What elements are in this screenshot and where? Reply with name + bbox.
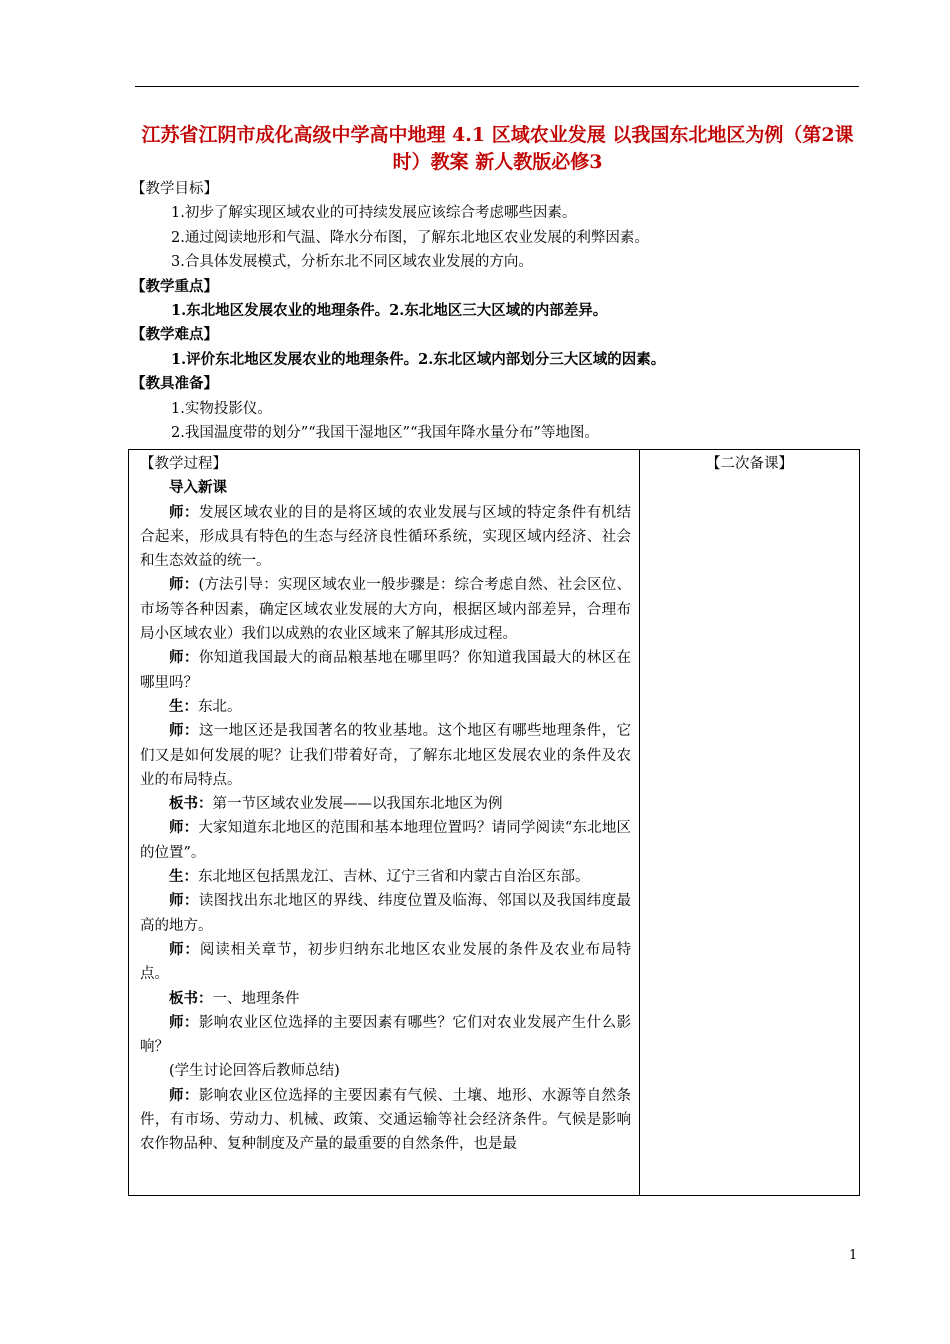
goals-heading: 【教学目标】 [131, 181, 218, 197]
process-content [129, 450, 639, 1157]
dialogue-paragraph [140, 646, 631, 695]
paragraph-text: (方法引导：实现区域农业一般步骤是：综合考虑自然、社会区位、市场等各种因素，确定区域农业发展的大方向，根据区域内部差异，合理布局小区域农业）我们以成熟的农业区域来了解其形成过程。 [140, 577, 632, 643]
paragraph-text: 影响农业区位选择的主要因素有哪些？它们对农业发展产生什么影响？ [140, 1014, 632, 1056]
dialogue-paragraph [140, 695, 631, 719]
process-cell [129, 450, 640, 1196]
material-item: 1.实物投影仪。 [171, 400, 272, 417]
speaker-label: 师： [169, 503, 199, 521]
speaker-label: 板书： [169, 989, 213, 1007]
goal-item: 1.初步了解实现区域农业的可持续发展应该综合考虑哪些因素。 [171, 205, 577, 222]
secondary-prep-cell [640, 450, 860, 1196]
dialogue-paragraph [140, 792, 631, 816]
dialogue-paragraph [140, 573, 631, 646]
key-points-heading: 【教学重点】 [131, 277, 218, 295]
paragraph-text: 你知道我国最大的商品粮基地在哪里吗？你知道我国最大的林区在哪里吗？ [140, 650, 632, 691]
dialogue-paragraph [140, 1011, 631, 1060]
difficulties-text: 1.评价东北地区发展农业的地理条件。2.东北区域内部划分三大区域的因素。 [171, 350, 666, 368]
paragraph-text: 东北地区包括黑龙江、吉林、辽宁三省和内蒙古自治区东部。 [198, 869, 590, 886]
intro-title: 导入新课 [169, 479, 227, 497]
dialogue-paragraph [140, 501, 631, 574]
paragraph-text: (学生讨论回答后教师总结) [169, 1063, 340, 1080]
header-rule [135, 86, 859, 87]
paragraph-text: 东北。 [198, 698, 242, 715]
page-number: 1 [849, 1248, 858, 1263]
secondary-prep-heading: 【二次备课】 [706, 456, 793, 472]
goal-item: 3.合具体发展模式，分析东北不同区域农业发展的方向。 [171, 254, 533, 271]
paragraph-text: 发展区域农业的目的是将区域的农业发展与区域的特定条件有机结合起来，形成具有特色的生态与经济良性循环系统，实现区域内经济、社会和生态效益的统一。 [140, 504, 632, 570]
document-title: 江苏省江阴市成化高级中学高中地理 4.1 区域农业发展 以我国东北地区为例（第2课时）教案 新人教版必修3 [141, 124, 854, 173]
paragraph-list [140, 501, 631, 1157]
material-item: 2.我国温度带的划分”“我国干湿地区”“我国年降水量分布”等地图。 [171, 425, 599, 442]
lesson-process-table [128, 449, 860, 1196]
speaker-label: 师： [169, 892, 199, 910]
goal-item: 2.通过阅读地形和气温、降水分布图，了解东北地区农业发展的利弊因素。 [171, 229, 649, 246]
speaker-label: 师： [169, 1086, 199, 1104]
dialogue-paragraph [140, 865, 631, 889]
process-heading: 【教学过程】 [140, 456, 227, 472]
dialogue-paragraph [140, 719, 631, 792]
dialogue-paragraph [140, 816, 631, 865]
preamble [128, 177, 858, 445]
paragraph-text: 一、地理条件 [212, 990, 300, 1007]
paragraph-text: 影响农业区位选择的主要因素有气候、土壤、地形、水源等自然条件，有市场、劳动力、机械、政策、交通运输等社会经济条件。气候是影响农作物品种、复种制度及产量的最重要的自然条件，也是最 [140, 1087, 632, 1153]
difficulties-heading: 【教学难点】 [131, 326, 218, 344]
speaker-label: 板书： [169, 795, 213, 813]
speaker-label: 师： [169, 940, 200, 958]
speaker-label: 师： [169, 1013, 199, 1031]
dialogue-paragraph [140, 987, 631, 1011]
paragraph-text: 阅读相关章节，初步归纳东北地区农业发展的条件及农业布局特点。 [140, 941, 632, 983]
speaker-label: 生： [169, 697, 198, 715]
speaker-label: 师： [169, 649, 199, 667]
speaker-label: 生： [169, 868, 198, 886]
paragraph-text: 大家知道东北地区的范围和基本地理位置吗？请同学阅读“东北地区的位置”。 [140, 820, 631, 861]
dialogue-paragraph [140, 1084, 631, 1157]
speaker-label: 师： [169, 722, 199, 740]
dialogue-paragraph [140, 1059, 631, 1083]
speaker-label: 师： [169, 819, 199, 837]
paragraph-text: 第一节区域农业发展——以我国东北地区为例 [212, 796, 503, 813]
paragraph-text: 这一地区还是我国著名的牧业基地。这个地区有哪些地理条件，它们又是如何发展的呢？让我们带着好奇，了解东北地区发展农业的条件及农业的布局特点。 [140, 723, 632, 788]
materials-heading: 【教具准备】 [131, 375, 218, 393]
paragraph-text: 读图找出东北地区的界线、纬度位置及临海、邻国以及我国纬度最高的地方。 [140, 893, 632, 934]
dialogue-paragraph [140, 889, 631, 938]
dialogue-paragraph [140, 938, 631, 987]
speaker-label: 师： [169, 576, 199, 594]
key-points-text: 1.东北地区发展农业的地理条件。2.东北地区三大区域的内部差异。 [171, 302, 608, 320]
